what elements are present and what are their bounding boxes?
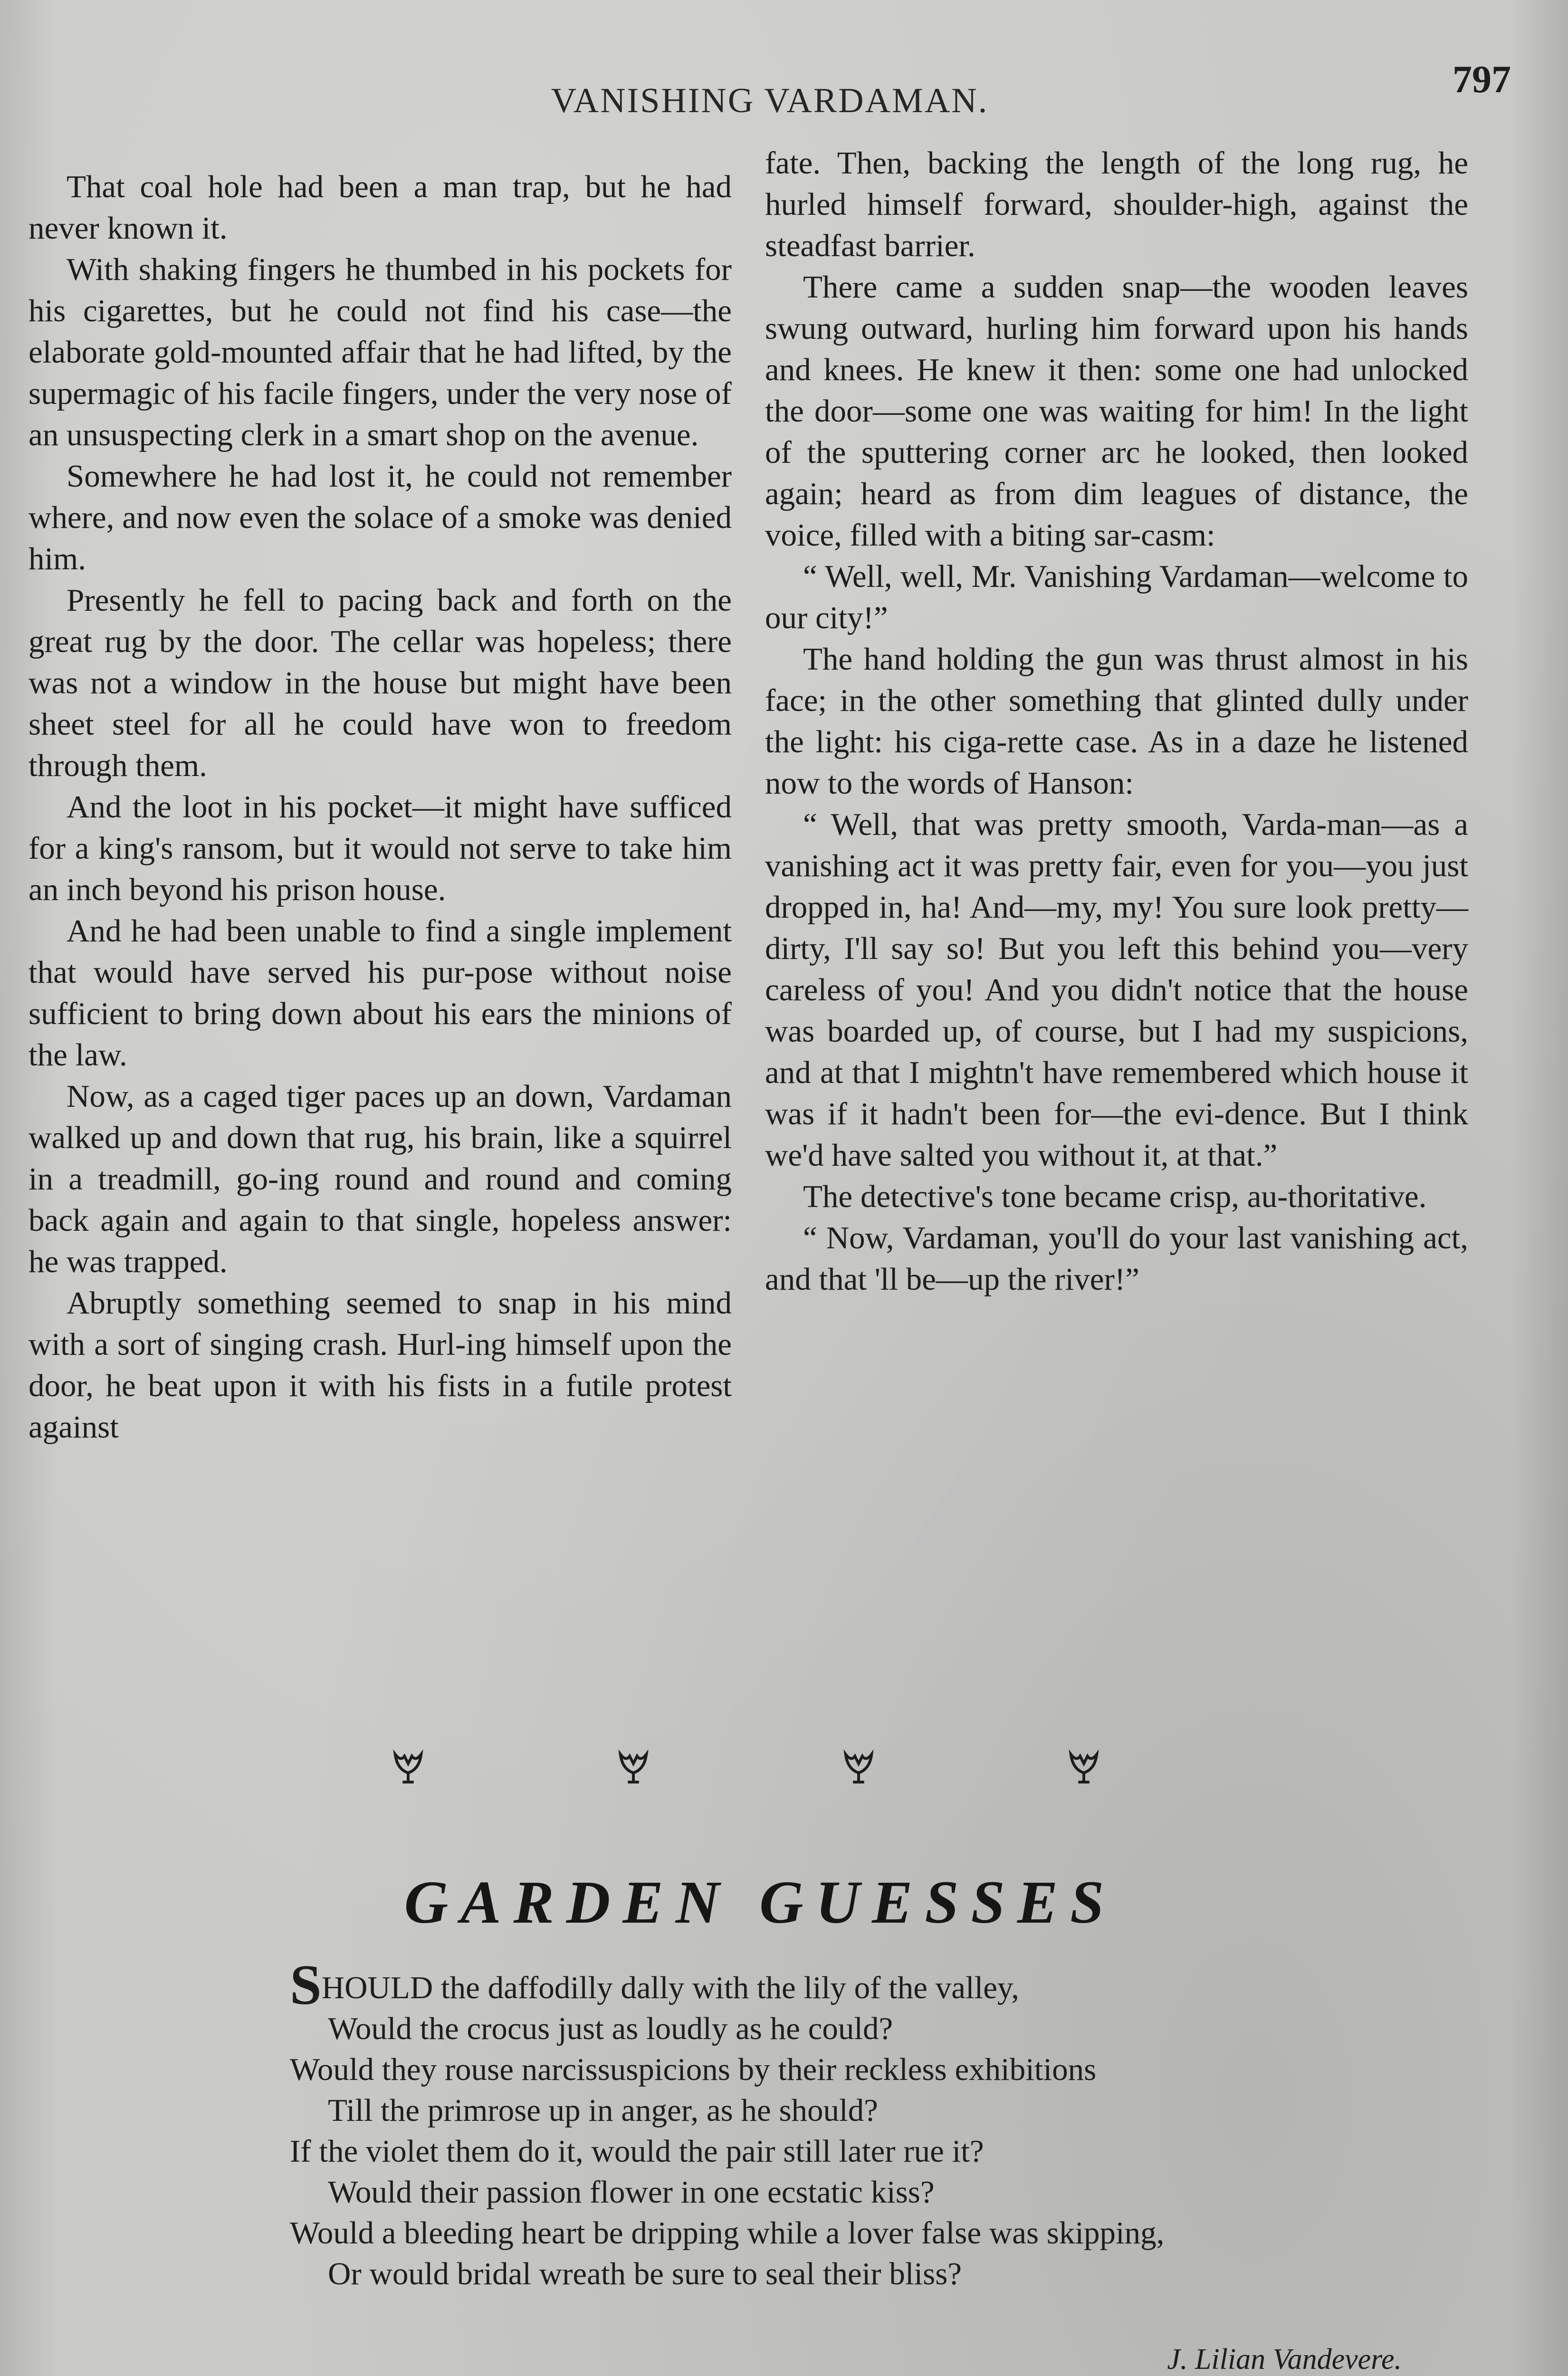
story-paragraph: “ Now, Vardaman, you'll do your last vanishing act, and that 'll be—up the river!” — [765, 1220, 1468, 1297]
story-paragraph-continued: fate. Then, backing the length of the long rug, he hurled himself forward, shoulder-high, against the steadfast barrier. — [765, 145, 1468, 263]
poem-line: If the violet them do it, would the pair still later rue it? — [290, 2134, 984, 2169]
story-paragraph: And the loot in his pocket—it might have sufficed for a king's ransom, but it would not serve to take him an inch beyond his prison house. — [29, 789, 732, 907]
poem-line: Would the crocus just as loudly as he could? — [328, 2011, 893, 2046]
poem-line — [290, 1953, 1430, 2016]
poem-body — [290, 1953, 1430, 2294]
story-paragraph: The hand holding the gun was thrust almost in his face; in the other something that glinted dully under the light: his ciga-rette case. As in a daze he listened now to the words of Hanson: — [765, 642, 1468, 801]
story-paragraph: Somewhere he had lost it, he could not remember where, and now even the solace of a smoke was denied him. — [29, 459, 732, 576]
story-column-left — [29, 166, 732, 1448]
poem-line: Would they rouse narcissuspicions by their reckless exhibitions — [290, 2052, 1097, 2087]
story-paragraph: “ Well, well, Mr. Vanishing Vardaman—welcome to our city!” — [765, 559, 1468, 635]
tulip-ornament-icon — [840, 1749, 877, 1786]
story-paragraph: Abruptly something seemed to snap in his mind with a sort of singing crash. Hurl-ing himself upon the door, he beat upon it with his fists in a futile protest against — [29, 1285, 732, 1445]
poem-author: J. Lilian Vandevere. — [1167, 2343, 1402, 2376]
story-paragraph: Now, as a caged tiger paces up an down, Vardaman walked up and down that rug, his brain, like a squirrel in a treadmill, go-ing round and round and coming back again and again to that single, hopeless answer: he was trapped. — [29, 1079, 732, 1279]
tulip-ornament-icon — [390, 1749, 427, 1786]
poem-title: GARDEN GUESSES — [404, 1868, 1117, 1936]
poem-line-text: HOULD the daffodilly dally with the lily of the valley, — [321, 1970, 1019, 2005]
poem-line: Would their passion flower in one ecstatic kiss? — [328, 2175, 935, 2210]
story-paragraph: There came a sudden snap—the wooden leaves swung outward, hurling him forward upon his hands and knees. He knew it then: some one had unlocked the door—some one was waiting for him! In the light of the sputtering corner arc he looked, then looked again; heard as from dim leagues of distance, the voice, filled with a biting sar-casm: — [765, 269, 1468, 553]
running-head: VANISHING VARDAMAN. — [551, 81, 989, 120]
story-paragraph: The detective's tone became crisp, au-thoritative. — [803, 1179, 1427, 1214]
tulip-ornament-icon — [1065, 1749, 1102, 1786]
story-paragraph: With shaking fingers he thumbed in his pockets for his cigarettes, but he could not find his case—the elaborate gold-mounted affair that he had lifted, by the supermagic of his facile fingers, under the very nose of an unsuspecting clerk in a smart shop on the avenue. — [29, 252, 732, 452]
story-paragraph: That coal hole had been a man trap, but he had never known it. — [29, 169, 732, 246]
story-paragraph: “ Well, that was pretty smooth, Varda-man—as a vanishing act it was pretty fair, even for you—you just dropped in, ha! And—my, my! You sure look pretty—dirty, I'll say so! But you left this behind you—very careless of you! And you didn't notice that the house was boarded up, of course, but I had my suspicions, and at that I mightn't have remembered which house it was if it hadn't been for—the evi-dence. But I think we'd have salted you without it, at that.” — [765, 807, 1468, 1173]
poem-line: Or would bridal wreath be sure to seal their bliss? — [328, 2256, 962, 2291]
poem-line: Would a bleeding heart be dripping while a lover false was skipping, — [290, 2215, 1165, 2251]
drop-cap: S — [290, 1953, 322, 2016]
story-paragraph: Presently he fell to pacing back and forth on the great rug by the door. The cellar was hopeless; there was not a window in the house but might have been sheet steel for all he could have won to freedom through them. — [29, 583, 732, 783]
poem-line: Till the primrose up in anger, as he should? — [328, 2093, 878, 2128]
page-number: 797 — [1453, 57, 1511, 101]
story-paragraph: And he had been unable to find a single implement that would have served his pur-pose without noise sufficient to bring down about his ears the minions of the law. — [29, 913, 732, 1073]
section-divider — [390, 1749, 1102, 1786]
story-column-right — [765, 143, 1468, 1300]
tulip-ornament-icon — [615, 1749, 652, 1786]
